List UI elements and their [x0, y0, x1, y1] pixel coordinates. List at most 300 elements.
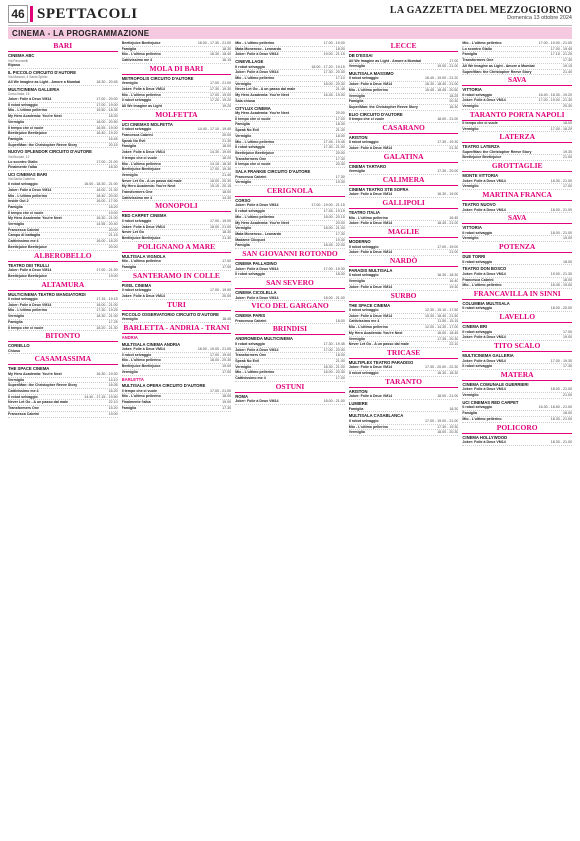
showtimes: 17.00 - 19.00 — [210, 218, 232, 223]
showtimes: 18.00 - 20.30 — [210, 178, 232, 183]
film-title: Famiglia — [348, 99, 364, 104]
cinema-name: CINEMA PALLADINO — [235, 261, 277, 267]
showtimes: 16.30 — [449, 104, 459, 109]
city-heading: SAN SEVERO — [235, 278, 345, 289]
film-title: Famiglia — [121, 46, 137, 51]
film-title: Cattivissimo me 4 — [8, 389, 39, 394]
showtimes: 21.00 — [562, 155, 572, 160]
film-title: Never Let Go — [121, 230, 144, 235]
film-title: Francesca Cabrini — [235, 318, 267, 323]
cinema-name: MULTISALA VIGNOLA — [121, 253, 166, 259]
screening-row — [349, 105, 459, 111]
film-title: Vermiglio — [121, 317, 138, 322]
showtimes: 20.15 — [108, 142, 118, 147]
film-title: Il robot selvaggio — [121, 218, 152, 223]
showtimes: 20.30 — [335, 162, 345, 167]
showtimes: 21.30 — [222, 236, 232, 241]
cinema-name: CORSO — [235, 197, 251, 203]
cinema-name: MONTE VITTORIA — [462, 173, 499, 179]
showtimes: 17.15 - 21.25 — [550, 52, 572, 57]
section-title: SPETTACOLI — [37, 5, 138, 22]
film-title: Il tempo che ci vuole — [8, 125, 44, 130]
film-title: Il robot selvaggio — [235, 272, 265, 277]
film-title: Vermiglio — [348, 93, 365, 98]
city-heading: TARANTO PORTA NAPOLI — [462, 110, 572, 121]
film-title: Joker: Folie à Deux VM14 — [121, 293, 165, 298]
showtimes: 22.10 — [449, 342, 459, 347]
cinema-name: MULTICINEMA GALLERIA — [462, 353, 514, 359]
film-title: Mio - L'ultimo pellerino — [462, 41, 502, 45]
showtimes: 18.00 - 20.30 — [210, 358, 232, 363]
film-title: Il robot selvaggio — [235, 145, 265, 150]
cinema-address: Via Pavoncelli — [8, 58, 28, 63]
film-title: Cattivissimo me 4 — [348, 319, 380, 324]
listing-column — [349, 41, 459, 837]
cinema-name: CINEMA CICOLELLA — [235, 290, 277, 295]
showtimes: 18.00 — [562, 277, 572, 282]
film-title: Riposo — [8, 63, 21, 68]
showtimes: 21.00 — [335, 359, 345, 364]
film-title: Beetlejuice Beetlejuice — [8, 244, 47, 249]
film-title: Joker: Folie à Deux VM14 — [462, 207, 506, 212]
showtimes: 18.00 - 21.00 — [323, 399, 345, 404]
showtimes: 16.45 - 19.00 — [550, 283, 572, 288]
film-title: Joker: Folie à Deux VM14 — [348, 365, 393, 370]
issue-date: Domenica 13 ottobre 2024 — [507, 15, 572, 22]
showtimes: 16.00 - 17.00 — [96, 199, 118, 204]
showtimes: 16.45 — [449, 215, 459, 220]
film-title: Mata Moneroso - Leonardo — [235, 231, 282, 236]
showtimes: 21.30 — [449, 146, 459, 151]
showtimes: 18.45 — [222, 317, 232, 322]
showtimes: 19.00 — [108, 210, 118, 215]
showtimes: 17.00 - 19.00 — [323, 41, 345, 45]
cinema-name: UCI CINEMAS MOLFETTA — [121, 121, 173, 127]
showtimes: 19.00 — [108, 411, 118, 416]
showtimes: 18.30 — [335, 122, 345, 127]
showtimes: 17.30 — [562, 58, 572, 63]
screening-row — [349, 407, 459, 413]
film-title: Lo scontro Giallo — [8, 159, 38, 164]
film-title: Famiglia — [462, 411, 477, 416]
film-title: Il robot selvaggio — [462, 230, 493, 235]
film-title: Joker: Folie à Deux VM14 — [348, 250, 393, 255]
film-title: Famiglia — [121, 144, 137, 149]
cinema-name: SALA FRANKIE CIRCUITO D'AUTORE — [235, 169, 311, 175]
film-title: Il robot selvaggio — [348, 308, 379, 313]
cinema-name: NUOVO SPLENDOR CIRCUITO D'AUTORE — [8, 149, 92, 155]
film-title: Il robot selvaggio — [235, 341, 265, 346]
film-title: Campo di battaglia — [8, 233, 41, 238]
showtimes: 17.35 - 20.30 — [437, 336, 459, 341]
showtimes: 14.30 — [222, 195, 232, 200]
showtimes: 16.00 - 18.20 — [96, 239, 118, 244]
cinema-name: TEATRO LATERZA — [462, 144, 500, 150]
showtimes: 20.00 — [335, 150, 345, 155]
film-title: Francesca Cabrini — [235, 174, 267, 179]
film-title: Joker: Folie à Deux VM14 — [462, 440, 506, 444]
showtimes: 18.25 — [449, 93, 459, 98]
showtimes: 18.30 — [222, 46, 232, 51]
showtimes: 15.20 — [108, 406, 118, 411]
film-title: Mio - L'ultimo pellerino — [121, 358, 161, 363]
film-title: Il robot selvaggio — [121, 127, 152, 132]
cinema-address: Corso Italia, 15 — [8, 92, 30, 97]
showtimes: 16.30 - 18.30 — [437, 273, 459, 278]
city-heading: BARLETTA - ANDRIA - TRANI — [123, 322, 230, 332]
film-title: Transformers One — [235, 156, 267, 161]
cinema-name: TEATRO ITALIA — [348, 210, 381, 216]
cinema-address: Via Santa Caterina — [8, 177, 35, 182]
film-title: Speak No Evil — [121, 138, 146, 143]
screening-row — [235, 162, 345, 168]
showtimes: 16.40 - 19.20 — [96, 131, 118, 136]
cinema-name: CORIELLO — [8, 343, 30, 349]
city-heading: CASAMASSIMA — [8, 354, 118, 365]
film-title: Vermiglio — [121, 172, 138, 177]
showtimes: 20.00 — [222, 133, 232, 138]
city-heading: TRICASE — [349, 348, 459, 359]
showtimes: 16.45 - 18.45 - 20.50 — [425, 87, 459, 92]
film-title: Il robot selvaggio — [348, 244, 379, 249]
film-title: Il robot selvaggio — [8, 297, 38, 301]
showtimes: 18.00 - 20.15 — [323, 214, 345, 219]
showtimes: 16.00 - 20.30 — [323, 370, 345, 375]
showtimes: 17.00 - 19.00 — [210, 92, 232, 97]
showtimes: 16.00 - 18.45 — [437, 330, 459, 335]
showtimes: 17.00 - 19.30 — [550, 358, 572, 363]
cinema-name: CINEMA PARIS — [235, 313, 266, 319]
showtimes: 20.00 — [222, 293, 232, 298]
film-title: Il tempo che ci vuole — [348, 117, 385, 122]
showtimes: 16.15 — [222, 58, 232, 63]
city-heading: MOLFETTA — [122, 110, 232, 121]
film-title: Vermiglio — [8, 314, 25, 319]
film-title: Francesca Cabrini — [8, 227, 40, 232]
city-heading: POLIGNANO A MARE — [122, 242, 232, 253]
screening-row — [8, 412, 118, 418]
showtimes: 19.15 — [562, 63, 572, 68]
cinema-name: TEATRO NUOVO — [462, 202, 496, 208]
showtimes: 17.30 — [335, 174, 345, 179]
showtimes: 19.20 — [222, 104, 232, 109]
showtimes: 17.25 — [108, 319, 118, 324]
city-heading: MARTINA FRANCA — [462, 190, 572, 201]
film-title: Il robot selvaggio — [462, 405, 493, 410]
cinema-name: CINEVILLAGE — [235, 59, 264, 65]
screening-row — [349, 64, 459, 70]
film-title: Mio - L'ultimo pellerino — [348, 325, 388, 330]
cinema-name: MULTICINEMA TEATRO MANGIATORDI — [8, 291, 86, 297]
cinema-name: TEATRO DON BOSCO — [462, 266, 507, 272]
cinema-name: DUE TORRI — [462, 254, 486, 260]
cinema-name: ARISTON — [348, 134, 368, 140]
city-heading: SAN GIOVANNI ROTONDO — [235, 249, 345, 260]
film-title: Famiglia — [235, 122, 250, 127]
cinema-name: COLUMBIA MULTISALA — [462, 300, 510, 306]
masthead — [390, 6, 572, 22]
showtimes: 19.00 — [562, 236, 572, 241]
showtimes: 18.30 - 21.00 — [96, 314, 118, 319]
showtimes: 17.00 — [562, 184, 572, 189]
showtimes: 17.00 - 19.30 — [323, 266, 345, 271]
film-title: Beetlejuice Beetlejuice — [121, 364, 161, 369]
film-title: Il robot selvaggio — [462, 364, 493, 369]
city-heading: VICO DEL GARGANO — [235, 301, 345, 312]
city-heading: MOLA DI BARI — [122, 64, 232, 75]
film-title: My Hero Academia: You're Next — [121, 184, 176, 189]
showtimes: 18.00 - 21.00 — [323, 295, 345, 300]
city-heading: LAVELLO — [462, 312, 572, 323]
film-title: Transformers One — [462, 58, 494, 63]
showtimes: 18.00 - 21.00 — [96, 302, 118, 307]
film-title: Joker: Folie à Deux VM14 — [235, 70, 279, 75]
showtimes: 19.30 — [335, 180, 345, 185]
screening-row — [235, 399, 345, 405]
film-title: Mio - L'ultimo pellerino — [8, 193, 48, 198]
film-title: Vermiglio — [8, 377, 25, 382]
city-heading: GROTTAGLIE — [462, 161, 572, 172]
film-title: Il robot selvaggio — [121, 352, 152, 357]
screening-row — [235, 52, 345, 58]
city-heading: POTENZA — [462, 242, 572, 253]
showtimes: 18.00 - 21.00 — [210, 224, 232, 229]
screening-row — [8, 143, 118, 149]
film-title: My Hero Academia: You're Next — [235, 93, 289, 98]
film-title: Super/Man: the Christopher Reeve Story — [8, 383, 78, 388]
showtimes: 19.00 — [222, 364, 232, 369]
showtimes: 15.30 - 18.40 - 21.50 — [425, 313, 459, 318]
cinema-name: MULTIPLEX TEATRO PARADISO — [348, 359, 414, 365]
film-title: Vermiglio — [462, 126, 479, 131]
film-title: Joker: Folie à Deux VM14 — [348, 192, 393, 197]
showtimes: 18.00 - 21.00 — [437, 117, 459, 122]
showtimes: 18.00 — [222, 190, 232, 195]
film-title: Mio - L'ultimo pellerino — [235, 214, 275, 219]
showtimes: 18.00 - 21.00 — [550, 207, 572, 212]
film-title: Il robot selvaggio — [462, 306, 493, 311]
screening-row — [122, 406, 232, 412]
film-title: Vermiglio — [121, 81, 138, 86]
film-title: Speak No Evil — [235, 359, 259, 364]
cinema-name: CITYLUX CINEMA — [235, 105, 271, 111]
showtimes: 18.45 - 21.00 — [437, 221, 459, 226]
film-title: Francesca Cabrini — [8, 411, 40, 416]
listing-column — [122, 41, 232, 837]
cinema-name: ANDROMEDA MULTICINEMA — [235, 336, 293, 342]
showtimes: 14.40 - 17.10 - 19.40 — [197, 127, 232, 132]
showtimes: 19.00 — [562, 335, 572, 340]
listing-column — [235, 41, 345, 837]
film-title: Joker: Folie à Deux VM14 — [348, 146, 393, 151]
film-title: Il robot selvaggio — [235, 209, 265, 214]
film-title: Never Let Go - A un passo dal male — [121, 178, 182, 183]
city-heading: MONOPOLI — [122, 201, 232, 212]
showtimes: 19.00 - 21.30 — [550, 271, 572, 276]
city-heading: ALTAMURA — [8, 280, 118, 291]
cinema-name: MULTICINEMA GALLERIA — [8, 86, 60, 92]
cinema-name: MULTISALA OPERA CIRCUITO D'AUTORE — [121, 383, 206, 389]
film-title: Vermiglio — [462, 393, 479, 398]
showtimes: 21.15 — [108, 233, 118, 238]
showtimes: 11.50 - 15.15 — [437, 319, 459, 324]
film-title: Cattivissimo me 4 — [235, 376, 266, 381]
showtimes: 16.45 — [108, 136, 118, 141]
cinema-name: CINEMA TEATRO STB SOFRA — [348, 186, 409, 192]
film-title: Joker: Folie à Deux VM14 — [235, 203, 279, 208]
film-title: Never Let Go - A un passo dal male — [348, 342, 409, 347]
film-title: Francesca Cabrini — [462, 277, 494, 282]
city-heading: ALBEROBELLO — [8, 251, 118, 262]
showtimes: 17.00 - 20.00 — [96, 97, 118, 102]
section-marker — [30, 6, 33, 22]
showtimes: 18.00 - 20.50 — [96, 119, 118, 124]
film-title: Vermiglio — [348, 169, 365, 174]
cinema-name: MULTISALA CINEMA ANDRIA — [121, 341, 181, 347]
city-heading: SURBO — [349, 291, 459, 302]
film-title: Super/Man: the Christopher Reeve Story — [348, 104, 418, 109]
film-title: My Hero Academia: You're Next — [8, 371, 62, 376]
film-title: Mio - L'ultimo pellerino — [348, 424, 388, 429]
film-title: Mio - L'ultimo pellerino — [462, 416, 502, 421]
city-heading: SAVA — [462, 213, 572, 224]
showtimes: 17.30 - 20.30 — [323, 70, 345, 75]
film-title: Super/Man: the Christopher Reeve Story — [462, 149, 532, 154]
screening-row — [462, 440, 572, 446]
showtimes: 17.00 - 21.00 — [210, 388, 232, 393]
showtimes: 20.00 — [335, 220, 345, 225]
film-title: All We Imagine as Light - Amore a Mumbai — [8, 80, 81, 85]
cinema-name: LUMIERE — [348, 401, 368, 407]
showtimes: 21.40 — [562, 69, 572, 74]
screening-row — [349, 430, 459, 436]
showtimes: 18.30 - 20.45 — [96, 80, 118, 85]
film-title: Famiglia — [8, 136, 23, 141]
showtimes: 17.30 — [222, 405, 232, 410]
showtimes: 18.00 - 20.30 — [323, 81, 345, 86]
film-title: Il tempo che ci vuole — [235, 162, 271, 167]
city-heading: NARDÒ — [349, 256, 459, 267]
film-title: Joker: Folie à Deux VM14 — [235, 295, 279, 300]
film-title: Mio - L'ultimo pellerino — [235, 139, 275, 144]
showtimes: 18.30 — [108, 165, 118, 170]
screening-row — [8, 80, 118, 86]
showtimes: 18.30 - 21.00 — [550, 178, 572, 183]
showtimes: 16.30 - 18.40 - 21.00 — [425, 82, 459, 87]
showtimes: 16.30 - 19.30 — [96, 371, 118, 376]
showtimes: 17.00 — [222, 264, 232, 269]
film-title: Vermiglio — [462, 184, 479, 189]
cinema-name: UCI CINEMAS BARI — [8, 171, 48, 177]
showtimes: 17.00 — [449, 58, 459, 63]
showtimes: 18.00 - 17.20 - 19.15 — [311, 64, 345, 69]
listing-column — [8, 41, 118, 837]
showtimes: 18.00 - 21.00 — [550, 387, 572, 392]
film-title: Famiglia — [8, 319, 23, 324]
showtimes: 20.00 — [108, 227, 118, 232]
showtimes: 17.30 - 21.00 — [323, 145, 345, 150]
film-title: Famiglia — [348, 406, 364, 411]
film-title: Joker: Folie à Deux VM14 — [348, 394, 393, 399]
film-title: Cattivissimo me 4 — [8, 239, 39, 244]
showtimes: 16.30 - 18.30 — [437, 371, 459, 376]
film-title: Famiglia — [121, 264, 137, 269]
showtimes: 17.00 — [335, 116, 345, 121]
showtimes: 18.40 - 20.00 — [96, 193, 118, 198]
showtimes: 18.30 — [222, 230, 232, 235]
film-title: Transformers One — [8, 406, 39, 411]
showtimes: 19.00 - 21.00 — [437, 64, 459, 69]
film-title: Vermiglio — [462, 104, 479, 109]
film-title: Mio - L'ultimo pellerino — [235, 76, 275, 81]
showtimes: 17.30 - 19.30 — [437, 140, 459, 145]
film-title: Francesca Cabrini — [121, 133, 153, 138]
film-title: Vermiglio — [235, 226, 252, 231]
cinema-name: PARADIS MULTISALA — [348, 267, 393, 273]
newspaper-name: LA GAZZETTA DEL MEZZOGIORNO — [389, 5, 572, 17]
showtimes: 12.00 - 14.30 - 17.00 — [425, 325, 459, 330]
showtimes: 17.30 - 19.30 — [210, 87, 232, 92]
film-title: Il tempo che ci vuole — [8, 325, 44, 330]
showtimes: 18.00 - 21.00 — [550, 230, 572, 235]
showtimes: 16.20 — [108, 389, 118, 394]
showtimes: 17.20 - 19.20 — [210, 98, 232, 103]
showtimes: 18.00 - 20.30 — [437, 430, 459, 435]
city-heading: BRINDISI — [235, 324, 345, 335]
film-title: Joker: Folie à Deux VM14 — [348, 284, 393, 289]
cinema-name: UCI CINEMAS RED CARPET — [462, 399, 519, 405]
showtimes: 17.00 — [222, 259, 232, 264]
showtimes: 17.00 - 21.00 — [210, 81, 232, 86]
showtimes: 17.00 - 19.00 — [96, 102, 118, 107]
showtimes: 17.00 - 19.45 — [550, 46, 572, 51]
film-title: Famiglia — [8, 204, 23, 209]
film-title: Mio - L'ultimo pellerino — [121, 394, 161, 399]
showtimes: 17.00 - 21.30 — [96, 268, 118, 273]
film-title: Joker: Folie à Deux VM14 — [462, 178, 506, 183]
showtimes: 19.30 — [335, 237, 345, 242]
showtimes: 20.30 — [449, 99, 459, 104]
cinema-name: THE SPACE CINEMA — [348, 302, 391, 308]
cinema-name: CINEMA BRI — [462, 324, 488, 330]
film-title: Famiglia — [462, 52, 477, 57]
film-title: Il robot selvaggio — [348, 273, 379, 278]
showtimes: 17.00 - 19.00 - 21.00 — [538, 41, 572, 45]
showtimes: 20.30 — [562, 104, 572, 109]
town-subheading: ANDRIA — [121, 334, 138, 340]
showtimes: 18.30 - 21.00 — [323, 364, 345, 369]
cinema-name: VITTORIA — [462, 87, 482, 93]
film-title: Joker: Folie à Deux VM14 — [235, 399, 279, 404]
showtimes: 16.30 - 18.50 - 21.00 — [538, 405, 572, 410]
showtimes: 18.45 - 22.00 — [323, 243, 345, 248]
showtimes: 21.40 — [222, 172, 232, 177]
film-title: Mata Moneroso - Leonardo — [235, 46, 282, 51]
film-title: Joker: Folie à Deux VM14 — [348, 313, 393, 318]
film-title: Mio - L'ultimo pellerino — [8, 108, 48, 113]
cinema-name: RED CARPET CINEMA — [121, 213, 167, 219]
showtimes: 18.00 - 21.00 — [323, 226, 345, 231]
screening-row — [8, 165, 118, 171]
city-heading: BITONTO — [8, 331, 118, 342]
showtimes: 18.00 - 21.00 — [437, 394, 459, 399]
showtimes: 20.00 — [108, 244, 118, 249]
film-title: Il robot selvaggio — [348, 140, 379, 145]
cinema-name: THE SPACE CINEMA — [8, 366, 50, 372]
town-subheading: BARLETTA — [121, 376, 144, 382]
showtimes: 18.30 - 21.00 — [550, 440, 572, 444]
showtimes: 17.30 - 20.00 - 22.30 — [425, 365, 459, 370]
